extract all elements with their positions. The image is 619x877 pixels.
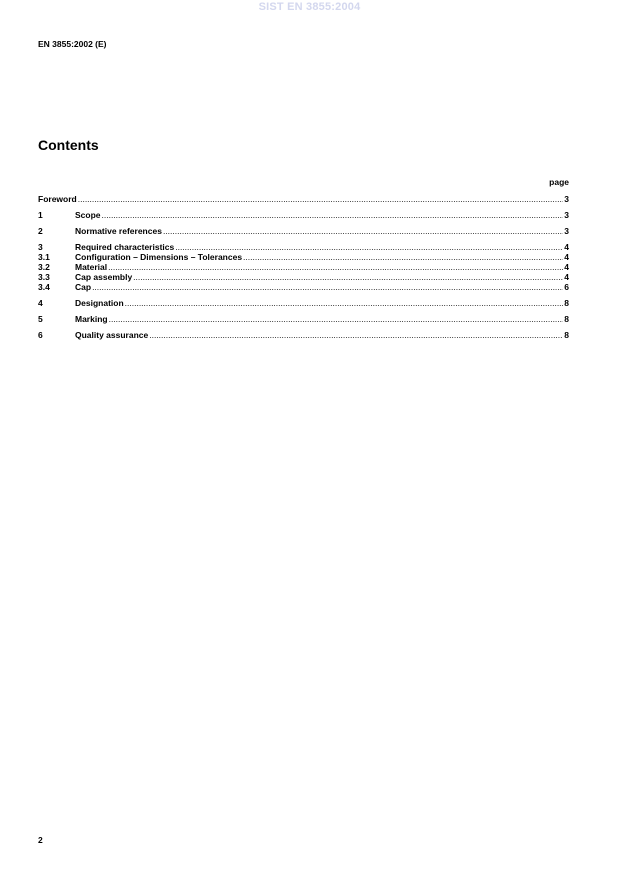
toc-dot-leader bbox=[175, 242, 563, 252]
toc-entry-page: 8 bbox=[564, 314, 569, 324]
toc-entry-title: Cap assembly bbox=[75, 272, 133, 282]
toc-entry-required-characteristics[interactable] bbox=[38, 242, 569, 252]
toc-entry-title: Scope bbox=[75, 210, 101, 220]
toc-dot-leader bbox=[108, 262, 563, 272]
toc-entry-normative-references[interactable] bbox=[38, 226, 569, 236]
toc-entry-cap-assembly[interactable] bbox=[38, 272, 569, 282]
toc-entry-number: 2 bbox=[38, 226, 43, 236]
contents-title: Contents bbox=[38, 137, 99, 153]
toc-dot-leader bbox=[163, 226, 563, 236]
table-of-contents bbox=[38, 194, 569, 340]
toc-entry-number: 3.2 bbox=[38, 262, 50, 272]
toc-dot-leader bbox=[102, 210, 564, 220]
document-id: EN 3855:2002 (E) bbox=[38, 39, 107, 49]
toc-dot-leader bbox=[125, 298, 564, 308]
page-column-label: page bbox=[549, 177, 569, 187]
toc-entry-title: Marking bbox=[75, 314, 108, 324]
toc-entry-title: Required characteristics bbox=[75, 242, 175, 252]
toc-entry-scope[interactable] bbox=[38, 210, 569, 220]
toc-entry-title: Material bbox=[75, 262, 108, 272]
toc-entry-page: 3 bbox=[564, 210, 569, 220]
toc-entry-number: 3.1 bbox=[38, 252, 50, 262]
toc-entry-number: 1 bbox=[38, 210, 43, 220]
toc-entry-number: 3 bbox=[38, 242, 43, 252]
toc-entry-quality-assurance[interactable] bbox=[38, 330, 569, 340]
toc-entry-page: 6 bbox=[564, 282, 569, 292]
toc-entry-number: 4 bbox=[38, 298, 43, 308]
toc-entry-title: Designation bbox=[75, 298, 124, 308]
toc-entry-number: 3.3 bbox=[38, 272, 50, 282]
toc-entry-title: Cap bbox=[75, 282, 92, 292]
toc-entry-page: 4 bbox=[564, 262, 569, 272]
toc-dot-leader bbox=[149, 330, 563, 340]
toc-entry-title: Quality assurance bbox=[75, 330, 149, 340]
toc-entry-page: 4 bbox=[564, 272, 569, 282]
toc-entry-page: 4 bbox=[564, 252, 569, 262]
watermark: SIST EN 3855:2004 bbox=[258, 1, 361, 13]
toc-dot-leader bbox=[243, 252, 563, 262]
toc-entry-designation[interactable] bbox=[38, 298, 569, 308]
toc-entry-page: 3 bbox=[564, 194, 569, 204]
toc-entry-configuration[interactable] bbox=[38, 252, 569, 262]
toc-entry-material[interactable] bbox=[38, 262, 569, 272]
toc-dot-leader bbox=[109, 314, 564, 324]
toc-entry-foreword[interactable] bbox=[38, 194, 569, 204]
toc-entry-number: 3.4 bbox=[38, 282, 50, 292]
toc-entry-page: 8 bbox=[564, 298, 569, 308]
toc-entry-title: Normative references bbox=[75, 226, 162, 236]
toc-entry-title: Configuration – Dimensions – Tolerances bbox=[75, 252, 243, 262]
toc-dot-leader bbox=[78, 194, 564, 204]
toc-dot-leader bbox=[133, 272, 563, 282]
toc-dot-leader bbox=[92, 282, 563, 292]
toc-entry-page: 4 bbox=[564, 242, 569, 252]
page-number: 2 bbox=[38, 835, 43, 845]
toc-entry-cap[interactable] bbox=[38, 282, 569, 292]
toc-entry-number: 5 bbox=[38, 314, 43, 324]
toc-entry-title: Foreword bbox=[38, 194, 77, 204]
toc-entry-number: 6 bbox=[38, 330, 43, 340]
toc-entry-page: 8 bbox=[564, 330, 569, 340]
toc-entry-marking[interactable] bbox=[38, 314, 569, 324]
toc-entry-page: 3 bbox=[564, 226, 569, 236]
